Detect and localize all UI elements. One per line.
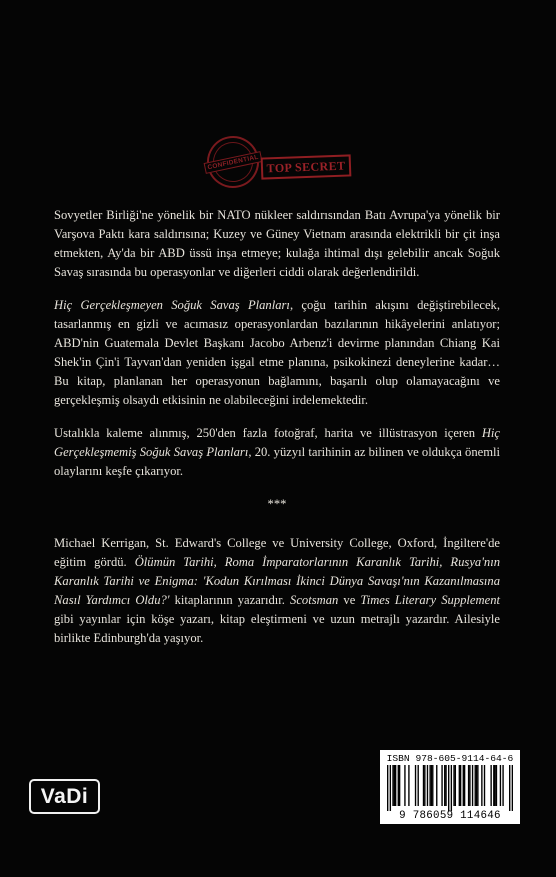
paragraph-2-text: , çoğu tarihin akışını değiştirebilecek, tasarlanmış en gizli ve acımasız operasyonlardan bazılarının hikâyelerini anlatıyor; ABD'nin Guatemala Devlet Başkanı Jacobo Arbenz'i devirme planından Chiang Kai Shek'in Çin'i Tayvan'dan yeniden işgal etme planına, psikokinezi deneylerine kadar… Bu kitap, planlanan her operasyonun bağlamını, başarılı olup olamayacağını ve gerçekleşmiş olsaydı etkisinin ne olabileceğini irdelemektedir. xyxy=(54,298,500,407)
author-bio xyxy=(54,534,500,648)
barcode-bar xyxy=(423,765,424,806)
barcode-bar xyxy=(445,765,446,806)
back-cover-text xyxy=(54,206,500,662)
barcode-bar xyxy=(459,765,460,806)
barcode-bar xyxy=(424,765,425,806)
barcode-bar xyxy=(394,765,395,806)
barcode-bar xyxy=(494,765,495,806)
barcode-bar xyxy=(432,765,433,806)
book-title-2: Hiç Gerçekleşmemiş Soğuk Savaş Planları xyxy=(54,426,500,459)
barcode-bar xyxy=(500,765,501,806)
barcode-bar xyxy=(484,765,485,806)
barcode-bar xyxy=(460,765,461,806)
barcode-bar xyxy=(476,765,477,806)
author-bio-start: Michael Kerrigan, St. Edward's College ve University College, Oxford, İngiltere'de eğitim gördü. xyxy=(54,536,500,569)
barcode-bar xyxy=(392,765,393,806)
barcode-bar xyxy=(496,765,497,806)
barcode-bar xyxy=(472,765,473,806)
barcode-bar xyxy=(404,765,405,806)
barcode-bar xyxy=(427,765,428,806)
barcode-bar xyxy=(408,765,409,806)
barcode-bar xyxy=(451,765,452,811)
barcode-bar xyxy=(490,765,491,806)
barcode-bar xyxy=(502,765,503,806)
barcode-bar xyxy=(464,765,465,806)
barcode-bar xyxy=(436,765,437,806)
confidential-stamp xyxy=(202,131,264,193)
author-bio-ve: ve xyxy=(338,593,361,607)
author-books: Ölümün Tarihi, Roma İmparatorlarının Karanlık Tarihi, Rusya'nın Karanlık Tarihi ve Enigma: 'Kodun Kırılması İkinci Dünya Savaşı'nın Kazanılmasına Nasıl Yardımcı Oldu?' xyxy=(54,555,500,607)
barcode-bar xyxy=(469,765,470,806)
barcode-bar xyxy=(448,765,449,811)
barcode-bar xyxy=(493,765,494,806)
author-bio-mid: kitaplarının yazarıdır. xyxy=(169,593,291,607)
barcode-bar xyxy=(431,765,432,806)
isbn-label: ISBN 978-605-9114-64-6 xyxy=(386,753,514,764)
barcode-bar xyxy=(390,765,391,811)
confidential-stamp-label: CONFIDENTIAL xyxy=(203,151,262,174)
barcode-bar xyxy=(399,765,400,806)
barcode-bars xyxy=(387,765,513,811)
barcode-bar xyxy=(387,765,388,811)
paragraph-1: Sovyetler Birliği'ne yönelik bir NATO nükleer saldırısından Batı Avrupa'ya yönelik bir Varşova Paktı kara saldırısına; Kuzey ve Güney Vietnam arasında elektrikli bir çit inşa etmekten, Ay'da bir ABD üssü inşa etmeye; kulağa ihtimal dışı gelebilir ancak Soğuk Savaş sırasında bu operasyonlar ve diğerleri ciddi olarak değerlendirildi. xyxy=(54,208,500,279)
barcode-box xyxy=(380,750,520,824)
barcode-bar xyxy=(455,765,456,806)
paragraph-3-start: Ustalıkla kaleme alınmış, 250'den fazla fotoğraf, harita ve illüstrasyon içeren xyxy=(54,426,482,440)
barcode-bar xyxy=(398,765,399,806)
tls: Times Literary Supplement xyxy=(360,593,500,607)
barcode-bar xyxy=(463,765,464,806)
barcode-bar xyxy=(512,765,513,811)
publisher-logo: VaDi xyxy=(29,779,100,814)
barcode-bar xyxy=(429,765,430,806)
barcode-bar xyxy=(415,765,416,806)
stamps xyxy=(205,136,355,192)
top-secret-stamp: TOP SECRET xyxy=(261,154,352,179)
barcode-bar xyxy=(453,765,454,806)
paragraph-3-text: , 20. yüzyıl tarihinin az bilinen ve oldukça önemli olaylarını keşfe çıkarıyor. xyxy=(54,445,500,478)
ean-digits: 9 786059 114646 xyxy=(399,810,501,822)
author-bio-end: gibi yayınlar için köşe yazarı, kitap eleştirmeni ve uzun metrajlı yazardır. Ailesiyle birlikte Edinburgh'da yaşıyor. xyxy=(54,612,500,645)
separator: *** xyxy=(267,497,287,511)
barcode-bar xyxy=(395,765,396,806)
paragraph-3 xyxy=(54,424,500,481)
barcode-bar xyxy=(418,765,419,806)
barcode-bar xyxy=(509,765,510,811)
barcode-bar xyxy=(481,765,482,806)
barcode-bar xyxy=(477,765,478,806)
barcode-bar xyxy=(441,765,442,806)
barcode-bar xyxy=(468,765,469,806)
paragraph-2 xyxy=(54,296,500,410)
barcode-bar xyxy=(475,765,476,806)
barcode-bar xyxy=(444,765,445,806)
book-title: Hiç Gerçekleşmeyen Soğuk Savaş Planları xyxy=(54,298,290,312)
scotsman: Scotsman xyxy=(290,593,339,607)
